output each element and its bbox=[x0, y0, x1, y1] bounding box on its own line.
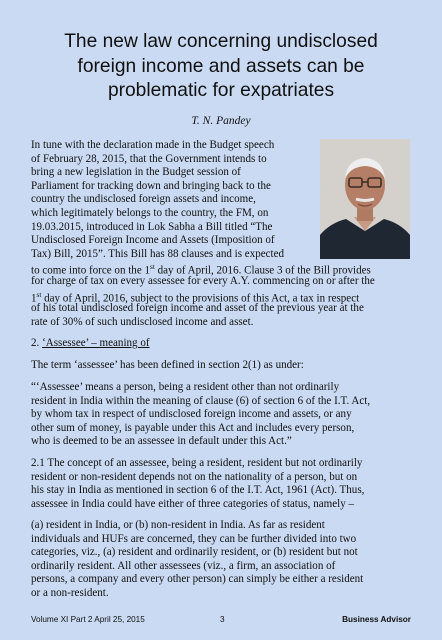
body-line: categories, viz., (a) resident and ordinarily resident, or (b) resident but not bbox=[31, 546, 358, 559]
quote-line: who is deemed to be an assessee in default under this Act.” bbox=[31, 435, 292, 448]
quote-line: by whom tax in respect of undisclosed foreign income and assets, or any bbox=[31, 408, 352, 421]
body-line: (a) resident in India, or (b) non-resident in India. As far as resident bbox=[31, 519, 325, 531]
body-line: persons, a company and every other person) can simply be either a resident bbox=[31, 573, 364, 586]
body-line: which legitimately belongs to the country, the FM, on bbox=[31, 207, 269, 219]
body-line: Undisclosed Foreign Income and Assets (Imposition of bbox=[31, 234, 275, 247]
body-line: The term ‘assessee’ has been defined in section 2(1) as under: bbox=[31, 359, 304, 371]
body-line: to come into force on the 1st day of April, 2016. Clause 3 of the Bill provides bbox=[31, 263, 371, 278]
body-line: 2.1 The concept of an assessee, being a resident, resident but not ordinarily bbox=[31, 457, 363, 469]
body-line: or a non-resident. bbox=[31, 587, 109, 599]
body-line: 1st day of April, 2016, subject to the provisions of this Act, a tax in respect bbox=[31, 290, 360, 305]
body-line: rate of 30% of such undisclosed income and asset. bbox=[31, 315, 254, 328]
body-line: bring a new legislation in the Budget session of bbox=[31, 166, 241, 179]
quote-line: “‘Assessee’ means a person, being a resident other than not ordinarily bbox=[31, 381, 340, 393]
body-line: 19.03.2015, introduced in Lok Sabha a Bill titled “The bbox=[31, 220, 273, 233]
title-line: foreign income and assets can be bbox=[77, 55, 365, 77]
footer-publication: Business Advisor bbox=[342, 615, 411, 624]
body-line: individuals and HUFs are concerned, they can be further divided into two bbox=[31, 532, 357, 545]
body-line: assessee in India could have either of three categories of status, namely – bbox=[31, 497, 355, 510]
quote-line: resident in India within the meaning of clause (6) of section 6 of the I.T. Act, bbox=[31, 394, 371, 407]
title-line: The new law concerning undisclosed bbox=[64, 31, 378, 52]
body-line: ordinarily resident. All other assessees (viz., a firm, an association of bbox=[31, 559, 336, 572]
author-photo bbox=[320, 139, 410, 259]
body-line: In tune with the declaration made in the Budget speech bbox=[31, 139, 275, 151]
author-portrait-icon bbox=[320, 139, 410, 259]
section-number: 2. bbox=[31, 337, 40, 349]
body-line: of his total undisclosed foreign income and asset of the previous year at the bbox=[31, 302, 364, 315]
section-heading bbox=[31, 337, 150, 351]
body-line: Parliament for tracking down and bringing back to the bbox=[31, 179, 271, 192]
body-line: resident or non-resident depends not on the nationality of a person, but on bbox=[31, 470, 358, 483]
footer-issue: Volume XI Part 2 April 25, 2015 bbox=[31, 615, 145, 624]
body-line: for charge of tax on every assessee for every A.Y. commencing on or after the bbox=[31, 275, 375, 287]
body-line: of February 28, 2015, that the Government intends to bbox=[31, 152, 267, 165]
quote-line: other sum of money, is payable under this Act and includes every person, bbox=[31, 421, 355, 434]
author-byline: T. N. Pandey bbox=[191, 115, 251, 127]
body-line: Tax) Bill, 2015”. This Bill has 88 clauses and is expected bbox=[31, 247, 285, 260]
body-line: country the undisclosed foreign assets and income, bbox=[31, 193, 256, 206]
article-title bbox=[20, 30, 422, 104]
title-line: problematic for expatriates bbox=[107, 80, 335, 101]
body-line: his stay in India as mentioned in section 6 of the I.T. Act, 1961 (Act). Thus, bbox=[31, 484, 365, 497]
footer-page-number: 3 bbox=[220, 615, 225, 624]
section-title: ‘Assessee’ – meaning of bbox=[42, 337, 150, 349]
